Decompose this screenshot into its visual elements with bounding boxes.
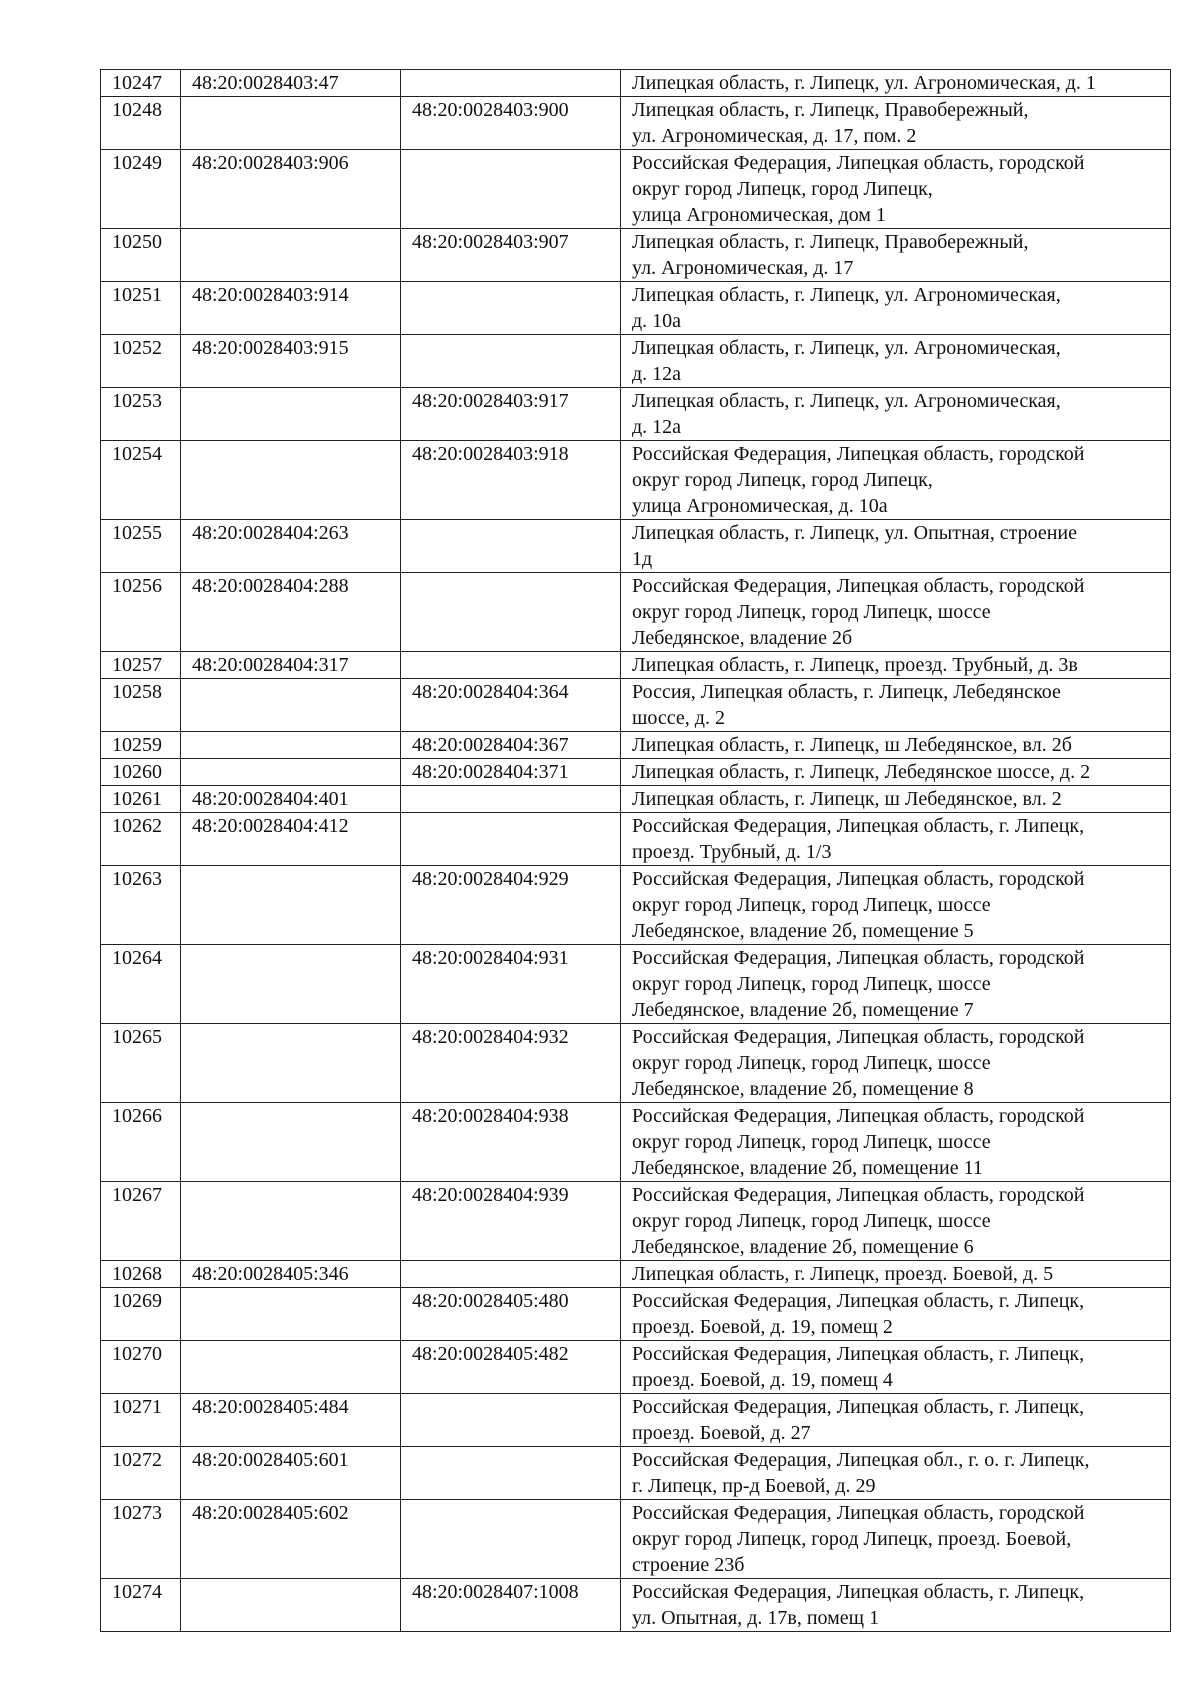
land-cadastral-number-cell: [181, 1288, 401, 1341]
table-row: [101, 150, 1171, 229]
building-cadastral-number-cell: 48:20:0028404:939: [401, 1182, 621, 1261]
building-cadastral-number-cell: [401, 1500, 621, 1579]
table-row: [101, 1500, 1171, 1579]
land-cadastral-number-cell: 48:20:0028404:401: [181, 786, 401, 813]
row-number-cell: 10259: [101, 732, 181, 759]
address-cell: Российская Федерация, Липецкая область, г. Липецк, проезд. Боевой, д. 27: [621, 1394, 1171, 1447]
land-cadastral-number-cell: [181, 945, 401, 1024]
table-row: [101, 945, 1171, 1024]
table-row: [101, 70, 1171, 97]
land-cadastral-number-cell: [181, 97, 401, 150]
building-cadastral-number-cell: [401, 70, 621, 97]
building-cadastral-number-cell: [401, 573, 621, 652]
table-row: [101, 573, 1171, 652]
building-cadastral-number-cell: [401, 335, 621, 388]
table-row: [101, 388, 1171, 441]
table-row: [101, 652, 1171, 679]
building-cadastral-number-cell: 48:20:0028407:1008: [401, 1579, 621, 1632]
building-cadastral-number-cell: 48:20:0028404:367: [401, 732, 621, 759]
land-cadastral-number-cell: [181, 866, 401, 945]
table-row: [101, 1579, 1171, 1632]
address-cell: Липецкая область, г. Липецк, ул. Агрономическая, д. 12а: [621, 335, 1171, 388]
row-number-cell: 10261: [101, 786, 181, 813]
land-cadastral-number-cell: [181, 229, 401, 282]
registry-table: [100, 69, 1171, 1632]
address-cell: Липецкая область, г. Липецк, ш Лебедянское, вл. 2б: [621, 732, 1171, 759]
row-number-cell: 10274: [101, 1579, 181, 1632]
address-cell: Липецкая область, г. Липецк, Правобережный, ул. Агрономическая, д. 17: [621, 229, 1171, 282]
building-cadastral-number-cell: 48:20:0028404:931: [401, 945, 621, 1024]
building-cadastral-number-cell: [401, 1447, 621, 1500]
land-cadastral-number-cell: 48:20:0028404:263: [181, 520, 401, 573]
table-row: [101, 1447, 1171, 1500]
address-cell: Российская Федерация, Липецкая область, городской округ город Липецк, город Липецк, шоссе Лебедянское, владение 2б, помещение 7: [621, 945, 1171, 1024]
building-cadastral-number-cell: 48:20:0028404:371: [401, 759, 621, 786]
table-row: [101, 1103, 1171, 1182]
row-number-cell: 10267: [101, 1182, 181, 1261]
building-cadastral-number-cell: [401, 150, 621, 229]
row-number-cell: 10263: [101, 866, 181, 945]
table-row: [101, 1394, 1171, 1447]
row-number-cell: 10251: [101, 282, 181, 335]
address-cell: Российская Федерация, Липецкая область, городской округ город Липецк, город Липецк, шоссе Лебедянское, владение 2б, помещение 11: [621, 1103, 1171, 1182]
land-cadastral-number-cell: 48:20:0028405:346: [181, 1261, 401, 1288]
row-number-cell: 10264: [101, 945, 181, 1024]
building-cadastral-number-cell: [401, 1261, 621, 1288]
registry-table-body: [101, 70, 1171, 1632]
land-cadastral-number-cell: 48:20:0028404:412: [181, 813, 401, 866]
land-cadastral-number-cell: 48:20:0028405:601: [181, 1447, 401, 1500]
address-cell: Липецкая область, г. Липецк, ул. Агрономическая, д. 10а: [621, 282, 1171, 335]
table-row: [101, 520, 1171, 573]
table-row: [101, 441, 1171, 520]
address-cell: Российская Федерация, Липецкая область, г. Липецк, проезд. Боевой, д. 19, помещ 2: [621, 1288, 1171, 1341]
table-row: [101, 1182, 1171, 1261]
table-row: [101, 732, 1171, 759]
address-cell: Липецкая область, г. Липецк, Лебедянское шоссе, д. 2: [621, 759, 1171, 786]
row-number-cell: 10258: [101, 679, 181, 732]
table-row: [101, 866, 1171, 945]
address-cell: Липецкая область, г. Липецк, ул. Агрономическая, д. 12а: [621, 388, 1171, 441]
row-number-cell: 10268: [101, 1261, 181, 1288]
table-row: [101, 1341, 1171, 1394]
row-number-cell: 10272: [101, 1447, 181, 1500]
table-row: [101, 786, 1171, 813]
address-cell: Российская Федерация, Липецкая область, городской округ город Липецк, город Липецк, улица Агрономическая, дом 1: [621, 150, 1171, 229]
table-row: [101, 282, 1171, 335]
address-cell: Российская Федерация, Липецкая область, г. Липецк, проезд. Трубный, д. 1/3: [621, 813, 1171, 866]
row-number-cell: 10271: [101, 1394, 181, 1447]
row-number-cell: 10250: [101, 229, 181, 282]
address-cell: Российская Федерация, Липецкая обл., г. о. г. Липецк, г. Липецк, пр-д Боевой, д. 29: [621, 1447, 1171, 1500]
land-cadastral-number-cell: [181, 1341, 401, 1394]
row-number-cell: 10273: [101, 1500, 181, 1579]
land-cadastral-number-cell: 48:20:0028404:288: [181, 573, 401, 652]
table-row: [101, 97, 1171, 150]
table-row: [101, 813, 1171, 866]
row-number-cell: 10269: [101, 1288, 181, 1341]
row-number-cell: 10262: [101, 813, 181, 866]
building-cadastral-number-cell: 48:20:0028403:907: [401, 229, 621, 282]
row-number-cell: 10257: [101, 652, 181, 679]
building-cadastral-number-cell: 48:20:0028403:918: [401, 441, 621, 520]
building-cadastral-number-cell: [401, 282, 621, 335]
table-row: [101, 1261, 1171, 1288]
building-cadastral-number-cell: 48:20:0028405:482: [401, 1341, 621, 1394]
building-cadastral-number-cell: [401, 813, 621, 866]
row-number-cell: 10248: [101, 97, 181, 150]
building-cadastral-number-cell: [401, 520, 621, 573]
address-cell: Российская Федерация, Липецкая область, городской округ город Липецк, город Липецк, улица Агрономическая, д. 10а: [621, 441, 1171, 520]
building-cadastral-number-cell: 48:20:0028404:938: [401, 1103, 621, 1182]
address-cell: Липецкая область, г. Липецк, ул. Опытная, строение 1д: [621, 520, 1171, 573]
building-cadastral-number-cell: 48:20:0028404:364: [401, 679, 621, 732]
table-row: [101, 1288, 1171, 1341]
row-number-cell: 10255: [101, 520, 181, 573]
land-cadastral-number-cell: [181, 441, 401, 520]
land-cadastral-number-cell: [181, 1182, 401, 1261]
address-cell: Липецкая область, г. Липецк, проезд. Трубный, д. 3в: [621, 652, 1171, 679]
land-cadastral-number-cell: 48:20:0028403:914: [181, 282, 401, 335]
land-cadastral-number-cell: [181, 1579, 401, 1632]
row-number-cell: 10253: [101, 388, 181, 441]
land-cadastral-number-cell: [181, 1024, 401, 1103]
row-number-cell: 10254: [101, 441, 181, 520]
address-cell: Липецкая область, г. Липецк, ш Лебедянское, вл. 2: [621, 786, 1171, 813]
land-cadastral-number-cell: [181, 1103, 401, 1182]
land-cadastral-number-cell: [181, 679, 401, 732]
building-cadastral-number-cell: 48:20:0028403:917: [401, 388, 621, 441]
land-cadastral-number-cell: 48:20:0028403:906: [181, 150, 401, 229]
table-row: [101, 229, 1171, 282]
building-cadastral-number-cell: 48:20:0028404:929: [401, 866, 621, 945]
row-number-cell: 10252: [101, 335, 181, 388]
address-cell: Россия, Липецкая область, г. Липецк, Лебедянское шоссе, д. 2: [621, 679, 1171, 732]
address-cell: Российская Федерация, Липецкая область, городской округ город Липецк, город Липецк, шоссе Лебедянское, владение 2б, помещение 8: [621, 1024, 1171, 1103]
table-row: [101, 679, 1171, 732]
building-cadastral-number-cell: 48:20:0028405:480: [401, 1288, 621, 1341]
row-number-cell: 10265: [101, 1024, 181, 1103]
land-cadastral-number-cell: 48:20:0028403:47: [181, 70, 401, 97]
address-cell: Липецкая область, г. Липецк, проезд. Боевой, д. 5: [621, 1261, 1171, 1288]
land-cadastral-number-cell: [181, 388, 401, 441]
row-number-cell: 10270: [101, 1341, 181, 1394]
land-cadastral-number-cell: [181, 759, 401, 786]
building-cadastral-number-cell: [401, 1394, 621, 1447]
table-row: [101, 1024, 1171, 1103]
row-number-cell: 10266: [101, 1103, 181, 1182]
land-cadastral-number-cell: 48:20:0028403:915: [181, 335, 401, 388]
row-number-cell: 10249: [101, 150, 181, 229]
building-cadastral-number-cell: 48:20:0028404:932: [401, 1024, 621, 1103]
building-cadastral-number-cell: 48:20:0028403:900: [401, 97, 621, 150]
land-cadastral-number-cell: 48:20:0028405:602: [181, 1500, 401, 1579]
row-number-cell: 10256: [101, 573, 181, 652]
row-number-cell: 10247: [101, 70, 181, 97]
land-cadastral-number-cell: 48:20:0028404:317: [181, 652, 401, 679]
address-cell: Липецкая область, г. Липецк, ул. Агрономическая, д. 1: [621, 70, 1171, 97]
building-cadastral-number-cell: [401, 652, 621, 679]
address-cell: Липецкая область, г. Липецк, Правобережный, ул. Агрономическая, д. 17, пом. 2: [621, 97, 1171, 150]
land-cadastral-number-cell: [181, 732, 401, 759]
row-number-cell: 10260: [101, 759, 181, 786]
building-cadastral-number-cell: [401, 786, 621, 813]
address-cell: Российская Федерация, Липецкая область, городской округ город Липецк, город Липецк, проезд. Боевой, строение 23б: [621, 1500, 1171, 1579]
table-row: [101, 335, 1171, 388]
address-cell: Российская Федерация, Липецкая область, городской округ город Липецк, город Липецк, шоссе Лебедянское, владение 2б: [621, 573, 1171, 652]
address-cell: Российская Федерация, Липецкая область, г. Липецк, ул. Опытная, д. 17в, помещ 1: [621, 1579, 1171, 1632]
address-cell: Российская Федерация, Липецкая область, городской округ город Липецк, город Липецк, шоссе Лебедянское, владение 2б, помещение 5: [621, 866, 1171, 945]
address-cell: Российская Федерация, Липецкая область, г. Липецк, проезд. Боевой, д. 19, помещ 4: [621, 1341, 1171, 1394]
table-row: [101, 759, 1171, 786]
land-cadastral-number-cell: 48:20:0028405:484: [181, 1394, 401, 1447]
address-cell: Российская Федерация, Липецкая область, городской округ город Липецк, город Липецк, шоссе Лебедянское, владение 2б, помещение 6: [621, 1182, 1171, 1261]
